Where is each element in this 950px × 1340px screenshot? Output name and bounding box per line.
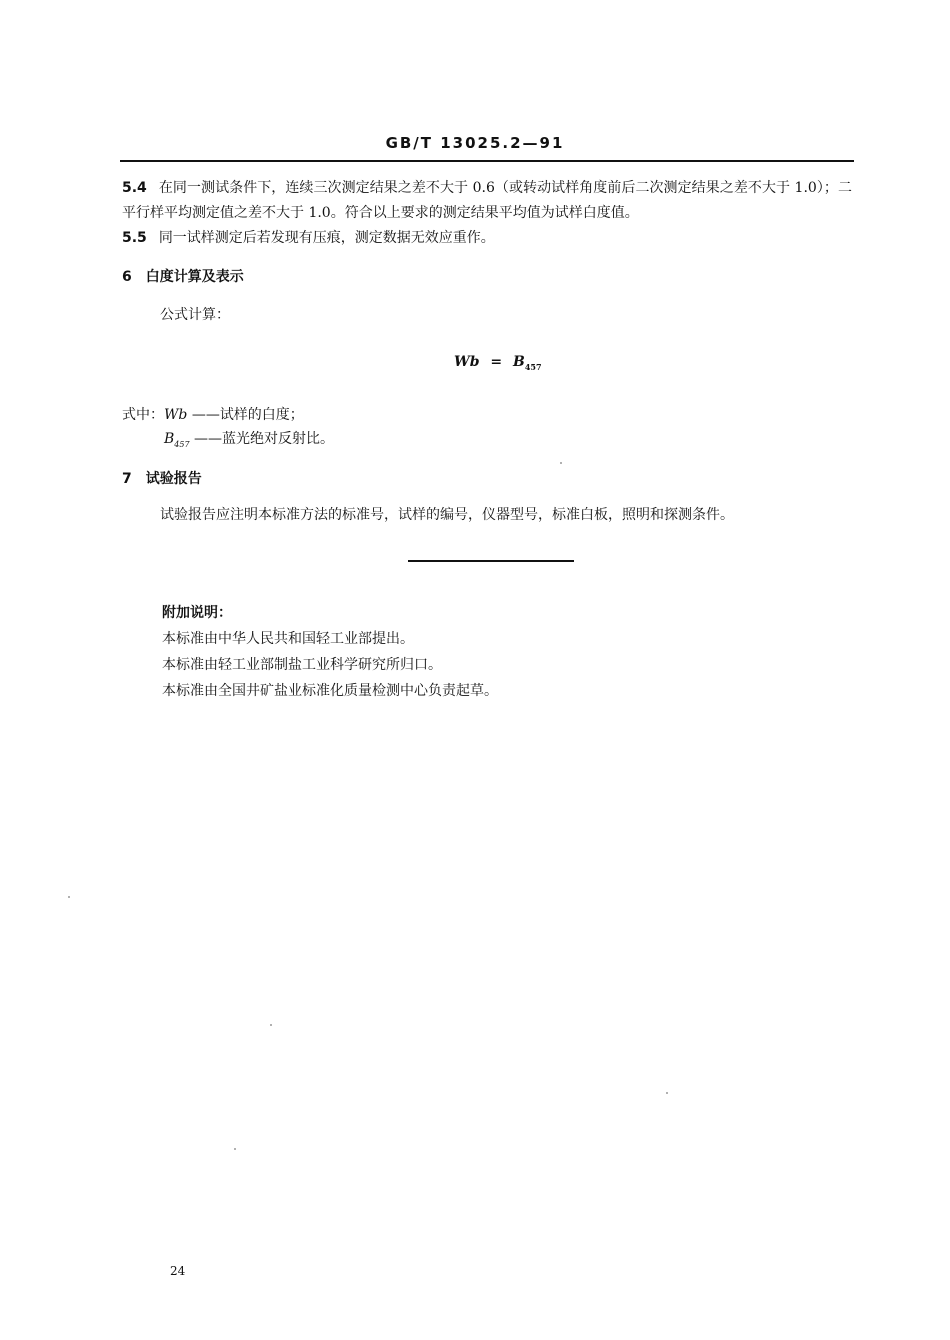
- where-dash: ——: [191, 407, 220, 423]
- report-text: 试验报告应注明本标准方法的标准号，试样的编号，仪器型号，标准白板，照明和探测条件。: [160, 507, 734, 523]
- where-line-2: [164, 428, 334, 449]
- note-line: 本标准由全国井矿盐业标准化质量检测中心负责起草。: [162, 683, 498, 699]
- standard-code: GB/T 13025.2—91: [385, 134, 565, 152]
- clause-number: 5.5: [122, 230, 147, 246]
- section-title: 白度计算及表示: [145, 269, 244, 285]
- note-line: 本标准由中华人民共和国轻工业部提出。: [162, 631, 414, 647]
- paragraph-5-5: [122, 226, 852, 251]
- where-desc: 蓝光绝对反射比。: [222, 431, 335, 447]
- section-number: 6: [122, 269, 132, 285]
- scan-speck: [560, 462, 562, 464]
- where-symbol: $B_{457}$: [164, 431, 190, 449]
- section-number: 7: [122, 471, 132, 487]
- clause-number: 5.4: [122, 180, 147, 196]
- notes-title: 附加说明：: [162, 605, 232, 621]
- where-prefix: 式中：: [122, 407, 164, 423]
- page-number: 24: [170, 1264, 186, 1278]
- formula-equals: =: [490, 354, 503, 370]
- section-title: 试验报告: [145, 471, 202, 487]
- whiteness-formula: [454, 354, 542, 372]
- clause-text: 在同一测试条件下，连续三次测定结果之差不大于 0.6（或转动试样角度前后二次测定结果之差不大于 1.0）；二平行样平均测定值之差不大于 1.0。符合以上要求的测定结果平均值为试样白度值。: [122, 180, 852, 221]
- where-line-1: [122, 404, 304, 424]
- scan-speck: [68, 896, 70, 898]
- where-symbol: Wb: [164, 407, 188, 423]
- formula-intro: 公式计算：: [160, 307, 230, 323]
- note-line: 本标准由轻工业部制盐工业科学研究所归口。: [162, 657, 442, 673]
- paragraph-5-4: [122, 176, 852, 226]
- formula-lhs: Wb: [454, 354, 480, 370]
- scan-speck: [666, 1092, 668, 1094]
- scan-speck: [234, 1148, 236, 1150]
- section-end-rule: [408, 560, 574, 562]
- formula-rhs: $B_{457}$: [513, 354, 542, 372]
- where-desc: 试样的白度；: [219, 407, 304, 423]
- clause-text: 同一试样测定后若发现有压痕，测定数据无效应重作。: [158, 230, 495, 246]
- scan-speck: [270, 1024, 272, 1026]
- header-rule: [120, 160, 854, 162]
- section-6-heading: [122, 266, 244, 286]
- where-dash: ——: [194, 431, 223, 447]
- section-7-heading: [122, 468, 202, 488]
